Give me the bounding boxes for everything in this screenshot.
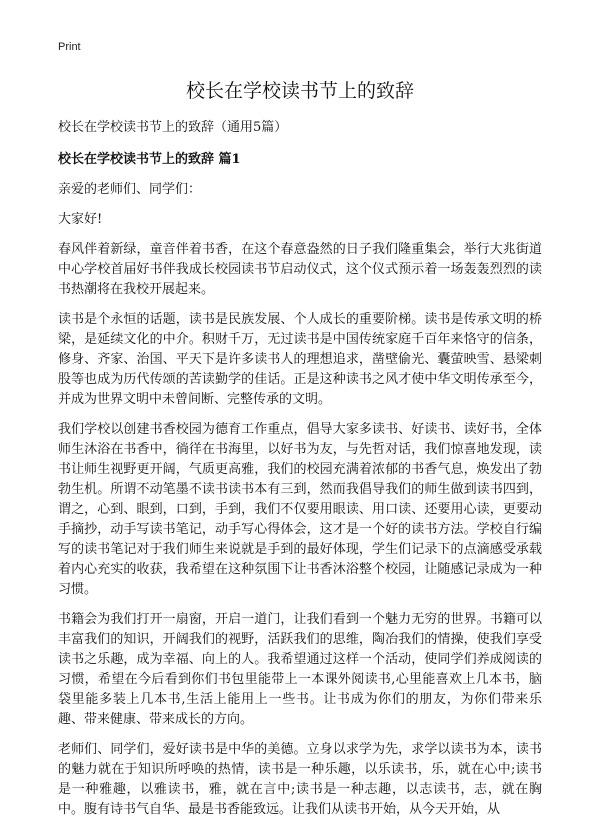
document-subtitle: 校长在学校读书节上的致辞（通用5篇） (58, 120, 288, 135)
salutation: 亲爱的老师们、同学们： (58, 182, 202, 197)
paragraph-3: 我们学校以创建书香校园为德育工作重点，倡导大家多读书、好读书、读好书，全体师生沐浴在书香中，徜徉在书海里，以好书为友，与先哲对话，我们惊喜地发现，读书让师生视野更开阔，气质更高雅，我们的校园充满着浓郁的书香气息，焕发出了勃勃生机。所谓不动笔墨不读书读书本有三到，然而我倡导我们的师生做到读书四到，谓之，心到、眼到，口到，手到，我们不仅要用眼读、用口读、还要用心读，更要动手摘抄，动手写读书笔记，动手写心得体会，这才是一个好的读书方法。学校自行编写的读书笔记对于我们师生来说就是手到的最好体现，学生们记录下的点滴感受承载着内心充实的收获，我希望在这种氛围下让书香沐浴整个校园，让随感记录成为一种习惯。 (58, 422, 542, 597)
page-title: 校长在学校读书节上的致辞 (185, 80, 414, 102)
paragraph-4: 书籍会为我们打开一扇窗，开启一道门，让我们看到一个魅力无穷的世界。书籍可以丰富我们的知识，开阔我们的视野，活跃我们的思维，陶冶我们的情操，使我们享受读书之乐趣，成为幸福、向上的人。我希望通过这样一个活动，使同学们养成阅读的习惯，希望在今后看到你们书包里能带上一本课外阅读书,心里能喜欢上几本书，脑袋里能多装上几本书,生活上能用上一些书。让书成为你们的朋友，为你们带来乐趣、带来健康、带来成长的方向。 (58, 612, 542, 727)
paragraph-5: 老师们、同学们，爱好读书是中华的美德。立身以求学为先，求学以读书为本，读书的魅力就在于知识所呼唤的热情，读书是一种乐趣，以乐读书，乐，就在心中;读书是一种雅趣，以雅读书，雅，就在言中;读书是一种志趣，以志读书，志，就在胸中。腹有诗书气自华、最是书香能致远。让我们从读书开始，从今天开始，从 (58, 742, 542, 817)
section-title: 校长在学校读书节上的致辞 篇1 (58, 152, 241, 167)
print-label[interactable]: Print (58, 41, 81, 53)
paragraph-2: 读书是个永恒的话题，读书是民族发展、个人成长的重要阶梯。读书是传承文明的桥梁，是延续文化的中介。积财千万，无过读书是中国传统家庭千百年来恪守的信条，修身、齐家、治国、平天下是许多读书人的理想追求，凿壁偷光、囊萤映雪、悬梁刺股等也成为历代传颂的苦读勤学的佳话。正是这种读书之风才使中华文明传承至今，并成为世界文明中未曾间断、完整传承的文明。 (58, 312, 542, 407)
greeting: 大家好! (58, 212, 103, 227)
paragraph-1: 春风伴着新绿，童音伴着书香，在这个春意盎然的日子我们隆重集会，举行大兆街道中心学校首届好书伴我成长校园读书节启动仪式，这个仪式预示着一场轰轰烈烈的读书热潮将在我校开展起来。 (58, 242, 542, 297)
